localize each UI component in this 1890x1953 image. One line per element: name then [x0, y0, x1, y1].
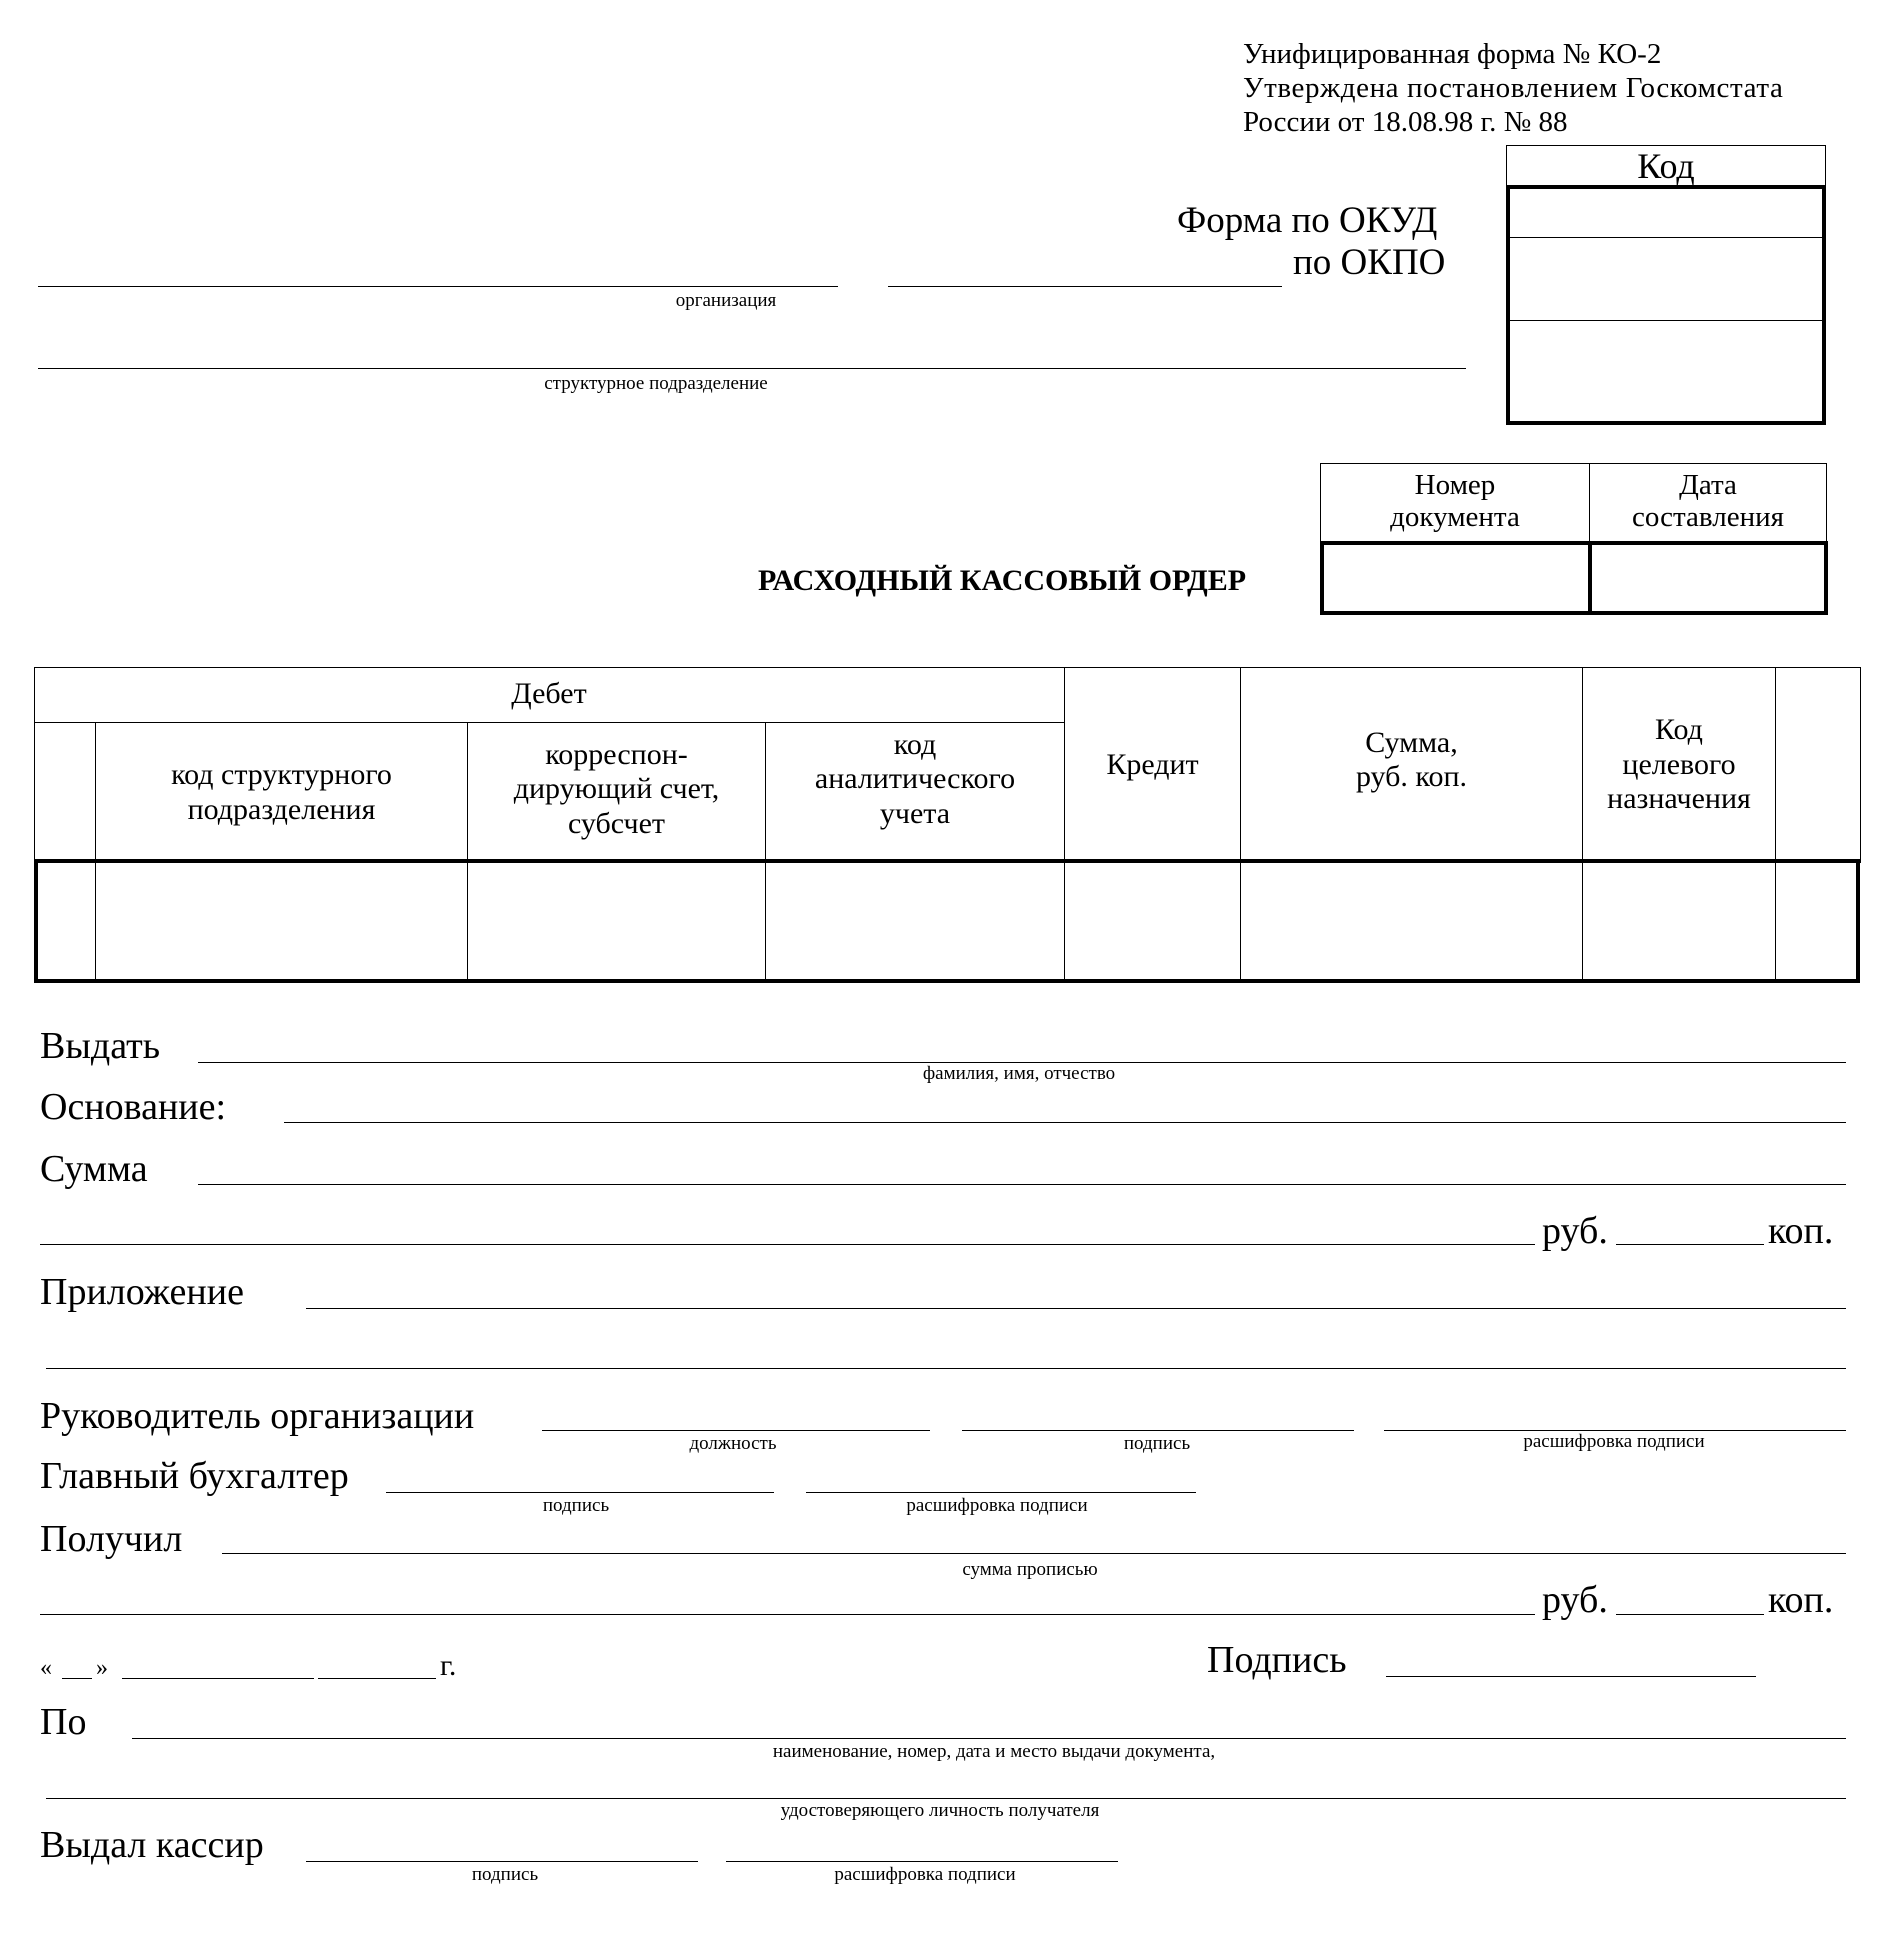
date-open-quote: « [40, 1655, 52, 1681]
doc-number-header [1320, 463, 1590, 541]
doc-number-date-box [1320, 463, 1828, 619]
extra-code-cell[interactable] [1510, 321, 1822, 421]
sum-words-caption: сумма прописью [962, 1559, 1098, 1580]
doc-date-header-line1: Дата [1679, 469, 1737, 502]
doc-caption-line2: удостоверяющего личность получателя [780, 1800, 1100, 1821]
okpo-label: по ОКПО [1293, 242, 1446, 283]
head-label: Руководитель организации [40, 1395, 475, 1437]
sum-label: Сумма [40, 1148, 148, 1190]
value-divider-3 [765, 863, 766, 979]
head-signature-caption: подпись [1123, 1433, 1191, 1454]
value-divider-4 [1064, 863, 1065, 979]
basis-line[interactable] [284, 1122, 1846, 1123]
col-divider-7 [1775, 667, 1776, 863]
year-suffix: г. [440, 1649, 457, 1682]
sum-words-line[interactable] [40, 1244, 1535, 1245]
purpose-header [1583, 667, 1775, 863]
code-title: Код [1637, 146, 1695, 186]
sum-header-line1: Сумма, [1365, 725, 1458, 759]
account-cell[interactable] [472, 867, 762, 973]
cashier-decoding-caption: расшифровка подписи [834, 1864, 1016, 1885]
okpo-code-cell[interactable] [1510, 238, 1822, 321]
attachment-line-2[interactable] [46, 1368, 1846, 1369]
approved-date-label: России от 18.08.98 г. № 88 [1243, 106, 1568, 138]
col-account-line3: субсчет [567, 806, 666, 840]
doc-number-header-line1: Номер [1414, 469, 1496, 502]
table-right-border [1860, 667, 1861, 863]
head-position-caption: должность [689, 1433, 777, 1454]
received-kop-line[interactable] [1616, 1614, 1764, 1615]
head-position-line[interactable] [542, 1430, 930, 1431]
sum-line[interactable] [198, 1184, 1846, 1185]
received-sum-line[interactable] [40, 1614, 1535, 1615]
col-account-line1: корреспон- [545, 737, 688, 771]
date-close-quote: » [96, 1655, 108, 1681]
received-line[interactable] [222, 1553, 1846, 1554]
value-divider-1 [95, 863, 96, 979]
cashier-signature-line[interactable] [306, 1861, 698, 1862]
sum-header-line2: руб. коп. [1355, 760, 1468, 793]
col-account-header [468, 719, 765, 860]
value-divider-5 [1240, 863, 1241, 979]
organization-caption: организация [675, 290, 777, 311]
cashier-signature-caption: подпись [471, 1864, 539, 1885]
date-month-line[interactable] [122, 1678, 314, 1679]
sum-rub-label: руб. [1542, 1210, 1608, 1252]
sum-kop-line[interactable] [1616, 1244, 1764, 1245]
doc-caption-line1: наименование, номер, дата и место выдачи документа, [772, 1741, 1216, 1762]
organization-line-right[interactable] [888, 286, 1282, 287]
signature-label: Подпись [1207, 1639, 1347, 1681]
okud-code-cell[interactable] [1510, 189, 1822, 238]
col-division-line2: подразделения [187, 792, 376, 826]
col-division-header [96, 722, 467, 863]
debit-header-text: Дебет [511, 677, 587, 711]
document-title: РАСХОДНЫЙ КАССОВЫЙ ОРДЕР [758, 564, 1247, 597]
code-box [1506, 145, 1826, 425]
sum-kop-label: коп. [1768, 1210, 1834, 1252]
chief-signature-caption: подпись [542, 1495, 610, 1516]
analytic-code-cell[interactable] [770, 867, 1060, 973]
chief-accountant-label: Главный бухгалтер [40, 1455, 349, 1497]
head-signature-line[interactable] [962, 1430, 1354, 1431]
received-label: Получил [40, 1518, 183, 1560]
code-values-box [1506, 185, 1826, 425]
unified-form-label: Унифицированная форма № КО-2 [1243, 38, 1662, 70]
issue-caption: фамилия, имя, отчество [922, 1063, 1116, 1084]
doc-date-header-line2: составления [1632, 501, 1784, 533]
col-analytic-line3: учета [879, 796, 951, 830]
attachment-label: Приложение [40, 1271, 244, 1313]
col-analytic-line1: код [893, 727, 937, 761]
value-divider-7 [1775, 863, 1776, 979]
signature-line[interactable] [1386, 1676, 1756, 1677]
by-line-2[interactable] [46, 1798, 1846, 1799]
attachment-line[interactable] [306, 1308, 1846, 1309]
purpose-header-line3: назначения [1607, 782, 1751, 816]
division-caption: структурное подразделение [544, 373, 768, 394]
chief-signature-line[interactable] [386, 1492, 774, 1493]
purpose-header-line1: Код [1655, 713, 1703, 747]
division-line[interactable] [38, 368, 1466, 369]
date-day-line[interactable] [62, 1678, 92, 1679]
by-line[interactable] [132, 1738, 1846, 1739]
chief-decoding-line[interactable] [806, 1492, 1196, 1493]
doc-number-header-line2: документа [1390, 501, 1520, 533]
issue-label: Выдать [40, 1025, 161, 1067]
date-year-line[interactable] [318, 1678, 436, 1679]
col-division-line1: код структурного [171, 758, 392, 791]
by-label: По [40, 1701, 87, 1743]
doc-date-header [1590, 463, 1826, 541]
purpose-header-line2: целевого [1622, 747, 1736, 781]
division-code-cell[interactable] [100, 867, 464, 973]
basis-label: Основание: [40, 1086, 227, 1128]
value-divider-2 [467, 863, 468, 979]
doc-number-cell[interactable] [1324, 545, 1588, 611]
chief-decoding-caption: расшифровка подписи [906, 1495, 1088, 1516]
okud-label: Форма по ОКУД [1177, 200, 1438, 241]
value-divider-6 [1582, 863, 1583, 979]
accounting-table [34, 667, 1864, 987]
credit-cell[interactable] [1069, 867, 1237, 973]
purpose-code-cell[interactable] [1587, 867, 1772, 973]
received-kop-label: коп. [1768, 1579, 1834, 1621]
cashier-label: Выдал кассир [40, 1824, 264, 1866]
approved-by-label: Утверждена постановлением Госкомстата [1243, 72, 1784, 104]
code-title-cell [1506, 145, 1826, 186]
received-rub-label: руб. [1542, 1579, 1608, 1621]
sum-header [1241, 662, 1582, 858]
head-decoding-caption: расшифровка подписи [1523, 1431, 1705, 1452]
col-analytic-header [766, 709, 1064, 850]
sum-cell[interactable] [1245, 867, 1579, 973]
credit-header [1065, 667, 1240, 863]
doc-date-cell[interactable] [1592, 545, 1820, 611]
col-account-line2: дирующий счет, [513, 772, 720, 806]
col-analytic-line2: аналитического [814, 762, 1016, 796]
organization-line[interactable] [38, 286, 838, 287]
cashier-decoding-line[interactable] [726, 1861, 1118, 1862]
credit-header-text: Кредит [1106, 747, 1199, 781]
